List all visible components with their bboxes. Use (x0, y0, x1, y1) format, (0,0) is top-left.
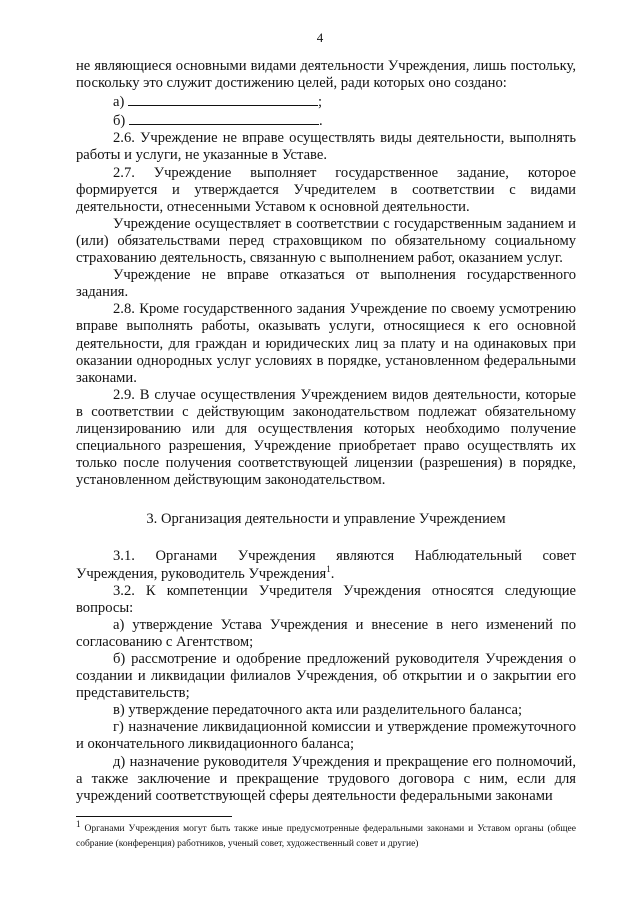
footnote-marker: 1 (76, 818, 81, 829)
paragraph-2-7-c: Учреждение не вправе отказаться от выполнения государственного задания. (76, 267, 576, 301)
item-a-label: а) (113, 94, 125, 111)
footnote-divider (76, 816, 232, 817)
paragraph-2-6: 2.6. Учреждение не вправе осуществлять виды деятельности, выполнять работы и услуги, не указанные в Уставе. (76, 130, 576, 164)
blank-item-b (76, 111, 576, 130)
paragraph-3-2-a: а) утверждение Устава Учреждения и внесение в него изменений по согласованию с Агентством; (76, 616, 576, 650)
paragraph-3-1-end: . (330, 565, 335, 582)
footnote-text (76, 818, 576, 852)
paragraph-continuation: не являющиеся основными видами деятельности Учреждения, лишь постольку, поскольку это служит достижению целей, ради которых оно создано: (76, 58, 576, 92)
paragraph-3-2-b: б) рассмотрение и одобрение предложений руководителя Учреждения о создании и ликвидации филиалов Учреждения, об открытии и о закрытии его представительств; (76, 651, 576, 702)
paragraph-3-2-v: в) утверждение передаточного акта или разделительного баланса; (113, 702, 523, 719)
paragraph-3-2: 3.2. К компетенции Учредителя Учреждения относятся следующие вопросы: (76, 582, 576, 616)
paragraph-3-2-g: г) назначение ликвидационной комиссии и утверждение промежуточного и окончательного ликвидационного баланса; (76, 719, 576, 753)
paragraph-3-2-d: д) назначение руководителя Учреждения и прекращение его полномочий, а также заключение и прекращение трудового договора с ним, если для учреждений соответствующей сферы деятельности федеральными законами (76, 753, 576, 804)
footnote (76, 818, 576, 852)
section-3-heading: 3. Организация деятельности и управление Учреждением (146, 511, 506, 528)
document-body (76, 58, 576, 805)
item-b-end: . (318, 113, 323, 130)
blank-underline-a (128, 92, 318, 106)
paragraph-2-9: 2.9. В случае осуществления Учреждением видов деятельности, которые в соответствии с действующим законодательством подлежат обязательному лицензированию или для осуществления которых необходимо получение специального разрешения, Учреждение приобретает право осуществлять их только после получения соответствующей лицензии (разрешения) в порядке, установленном действующим законодательством. (76, 386, 576, 489)
paragraph-2-7-b: Учреждение осуществляет в соответствии с государственным заданием и (или) обязательствами перед страховщиком по обязательному социальному страхованию деятельность, связанную с выполнением работ, оказанием услуг. (76, 215, 576, 267)
paragraph-2-7: 2.7. Учреждение выполняет государственное задание, которое формируется и утверждается Учредителем в соответствии с видами деятельности, отнесенными Уставом к основной деятельности. (76, 164, 576, 215)
paragraph-3-1 (76, 548, 576, 582)
blank-underline-b (129, 111, 319, 125)
item-b-label: б) (113, 113, 126, 130)
page-number: 4 (316, 30, 324, 45)
paragraph-2-8: 2.8. Кроме государственного задания Учреждение по своему усмотрению вправе выполнять работы, оказывать услуги, относящиеся к его основной деятельности, для граждан и юридических лиц за плату и на одинаковых при оказании однородных услуг условиях в порядке, установленном федеральными законами. (76, 301, 576, 386)
paragraph-3-1-text: 3.1. Органами Учреждения являются Наблюдательный совет Учреждения, руководитель Учреждения (76, 548, 576, 582)
footnote-ref[interactable]: 1 (326, 563, 331, 574)
footnote-body: Органами Учреждения могут быть также иные предусмотренные федеральными законами и Уставом органы (общее собрание (конференция) работников, ученый совет, художественный совет и другие) (76, 824, 576, 849)
item-a-end: ; (318, 94, 323, 111)
blank-item-a (76, 92, 576, 111)
